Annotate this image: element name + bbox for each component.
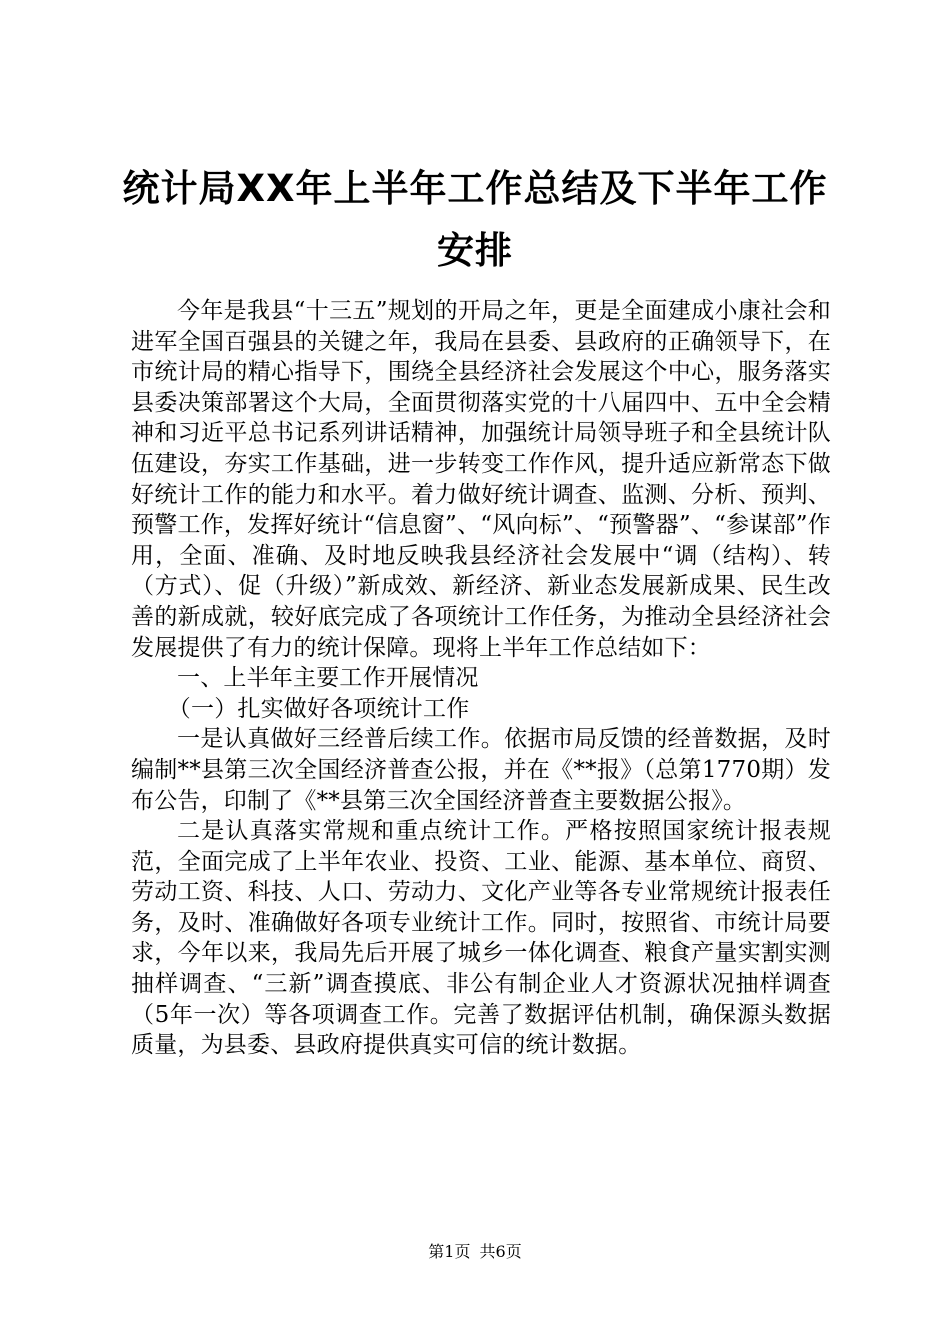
subsection-heading: （一）扎实做好各项统计工作	[167, 695, 470, 722]
paragraph-intro: 今年是我县“十三五”规划的开局之年，更是全面建成小康社会和进军全国百强县的关键之年，我局在县委、县政府的正确领导下，在市统计局的精心指导下，围绕全县经济社会发展这个中心，服务落实县委决策部署这个大局，全面贯彻落实党的十八届四中、五中全会精神和习近平总书记系列讲话精神，加强统计局领导班子和全县统计队伍建设，夯实工作基础，进一步转变工作作风，提升适应新常态下做好统计工作的能力和水平。着力做好统计调查、监测、分析、预判、预警工作，发挥好统计“信息窗”、“风向标”、“预警器”、“参谋部”作用，全面、准确、及时地反映我县经济社会发展中“调（结构）、转（方式）、促（升级）”新成效、新经济、新业态发展新成果、民生改善的新成就，较好底完成了各项统计工作任务，为推动全县经济社会发展提供了有力的统计保障。现将上半年工作总结如下：	[131, 298, 831, 661]
section-heading: 一、上半年主要工作开展情况	[177, 665, 479, 692]
paragraph-item-1: 一是认真做好三经普后续工作。依据市局反馈的经普数据，及时编制**县第三次全国经济普查公报，并在《**报》（总第1770期）发布公告，印制了《**县第三次全国经济普查主要数据公报》。	[131, 726, 831, 814]
page-footer: 第1页 共6页	[428, 1242, 522, 1261]
document-body	[131, 296, 831, 1061]
paragraph-item-2: 二是认真落实常规和重点统计工作。严格按照国家统计报表规范，全面完成了上半年农业、投资、工业、能源、基本单位、商贸、劳动工资、科技、人口、劳动力、文化产业等各专业常规统计报表任务，及时、准确做好各项专业统计工作。同时，按照省、市统计局要求，今年以来，我局先后开展了城乡一体化调查、粮食产量实割实测抽样调查、“三新”调查摸底、非公有制企业人才资源状况抽样调查（5年一次）等各项调查工作。完善了数据评估机制，确保源头数据质量，为县委、县政府提供真实可信的统计数据。	[131, 818, 831, 1059]
document-title: 统计局XX年上半年工作总结及下半年工作安排	[122, 167, 828, 272]
